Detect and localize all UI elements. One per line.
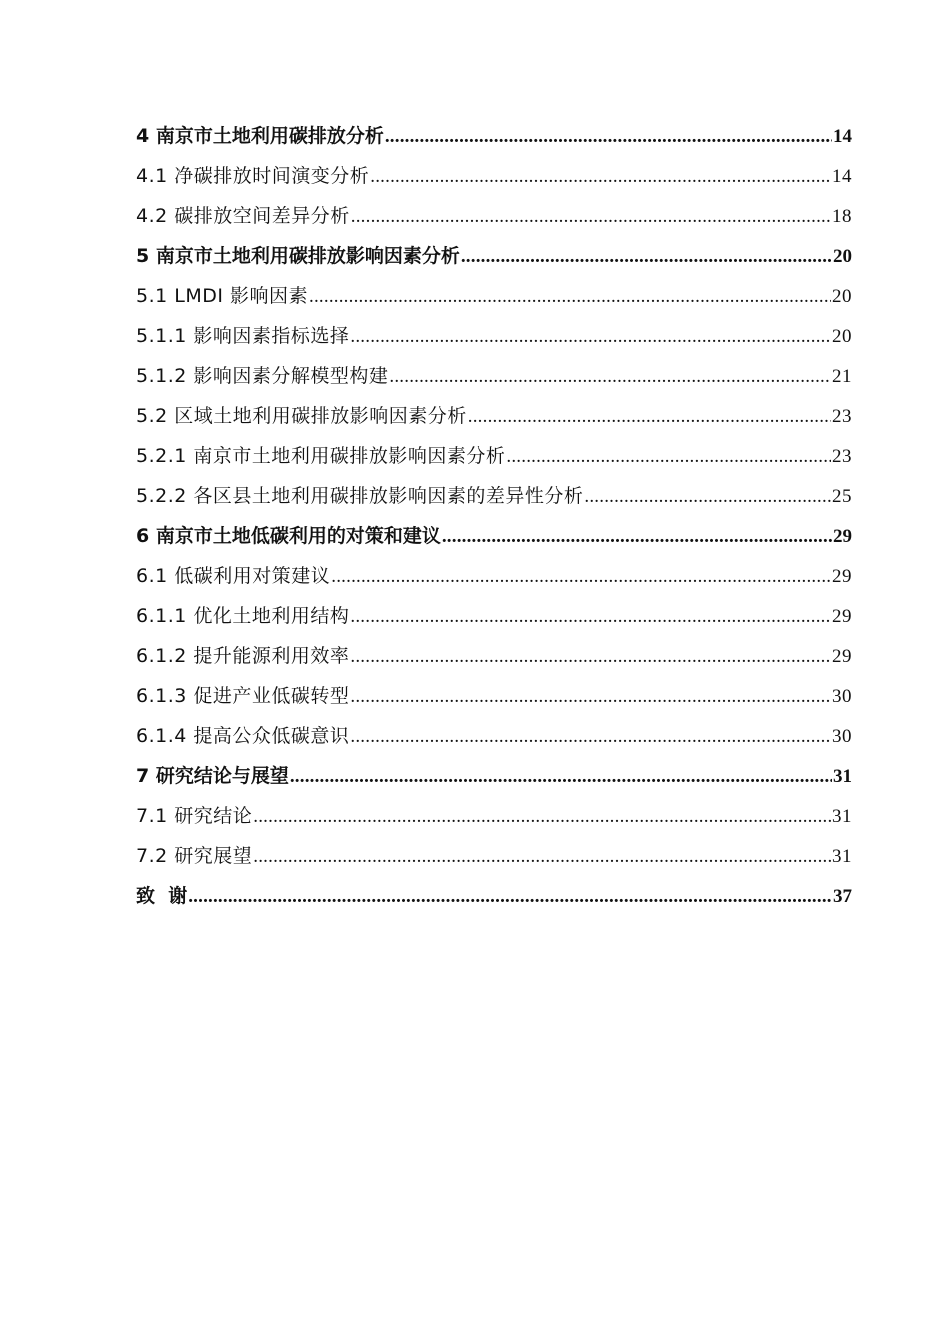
toc-entry-title: 5 南京市土地利用碳排放影响因素分析 [136,245,460,267]
toc-entry-title: 5.2.2 各区县土地利用碳排放影响因素的差异性分析 [136,485,584,507]
toc-entry-page: 20 [832,326,852,347]
toc-entry[interactable] [136,716,852,756]
toc-leader-dots [350,597,831,636]
toc-leader-dots [351,197,831,236]
toc-entry-title: 4.2 碳排放空间差异分析 [136,205,350,227]
toc-entry-page: 37 [833,886,852,907]
toc-entry-page: 29 [832,606,852,627]
toc-entry-page: 18 [832,206,852,227]
toc-leader-dots [350,317,831,356]
toc-entry[interactable] [136,116,852,156]
toc-entry-title: 6.1.1 优化土地利用结构 [136,605,350,627]
toc-leader-dots [350,677,831,716]
toc-entry-title: 6 南京市土地低碳利用的对策和建议 [136,525,441,547]
toc-leader-dots [188,877,832,916]
toc-leader-dots [385,117,832,156]
toc-leader-dots [253,797,831,836]
toc-entry-page: 30 [832,726,852,747]
toc-leader-dots [290,757,832,796]
toc-entry-title: 致 谢 [136,885,188,907]
toc-entry-title: 5.1 LMDI 影响因素 [136,285,309,307]
toc-entry[interactable] [136,876,852,916]
toc-entry-title: 6.1 低碳利用对策建议 [136,565,331,587]
toc-entry[interactable] [136,236,852,276]
toc-leader-dots [389,357,831,396]
toc-entry-title: 5.2 区域土地利用碳排放影响因素分析 [136,405,467,427]
toc-leader-dots [331,557,831,596]
toc-entry[interactable] [136,556,852,596]
toc-entry[interactable] [136,796,852,836]
toc-entry[interactable] [136,396,852,436]
toc-entry-title: 5.1.2 影响因素分解模型构建 [136,365,389,387]
toc-entry-page: 21 [832,366,852,387]
toc-leader-dots [442,517,832,556]
toc-entry-page: 23 [832,406,852,427]
toc-leader-dots [309,277,831,316]
toc-entry-title: 5.1.1 影响因素指标选择 [136,325,350,347]
toc-leader-dots [506,437,831,476]
toc-entry[interactable] [136,356,852,396]
toc-entry-title: 7 研究结论与展望 [136,765,289,787]
toc-entry-page: 20 [833,246,852,267]
toc-leader-dots [461,237,832,276]
toc-entry-title: 6.1.4 提高公众低碳意识 [136,725,350,747]
toc-leader-dots [468,397,831,436]
toc-entry[interactable] [136,476,852,516]
toc-entry[interactable] [136,436,852,476]
toc-entry[interactable] [136,316,852,356]
toc-entry-title: 7.1 研究结论 [136,805,253,827]
toc-leader-dots [350,637,831,676]
toc-leader-dots [584,477,831,516]
toc-entry-page: 29 [833,526,852,547]
toc-entry-page: 31 [833,766,852,787]
toc-entry-page: 31 [832,806,852,827]
toc-entry[interactable] [136,756,852,796]
toc-entry[interactable] [136,516,852,556]
toc-entry-page: 30 [832,686,852,707]
toc-entry-page: 14 [832,166,852,187]
toc-entry-page: 23 [832,446,852,467]
toc-leader-dots [253,837,831,876]
toc-entry-title: 6.1.2 提升能源利用效率 [136,645,350,667]
toc-entry-page: 14 [833,126,852,147]
toc-entry-page: 29 [832,646,852,667]
toc-entry[interactable] [136,276,852,316]
toc-entry-title: 7.2 研究展望 [136,845,253,867]
toc-entry[interactable] [136,836,852,876]
toc-entry-page: 25 [832,486,852,507]
toc-entry-title: 6.1.3 促进产业低碳转型 [136,685,350,707]
toc-entry-page: 29 [832,566,852,587]
toc-leader-dots [350,717,831,756]
toc-entry-title: 5.2.1 南京市土地利用碳排放影响因素分析 [136,445,506,467]
toc-entry[interactable] [136,636,852,676]
toc-entry[interactable] [136,196,852,236]
toc-entry[interactable] [136,676,852,716]
toc-entry-title: 4 南京市土地利用碳排放分析 [136,125,384,147]
toc-entry-page: 20 [832,286,852,307]
toc-entry[interactable] [136,156,852,196]
toc-leader-dots [370,157,831,196]
table-of-contents [136,116,852,916]
toc-entry-page: 31 [832,846,852,867]
toc-entry-title: 4.1 净碳排放时间演变分析 [136,165,370,187]
toc-entry[interactable] [136,596,852,636]
